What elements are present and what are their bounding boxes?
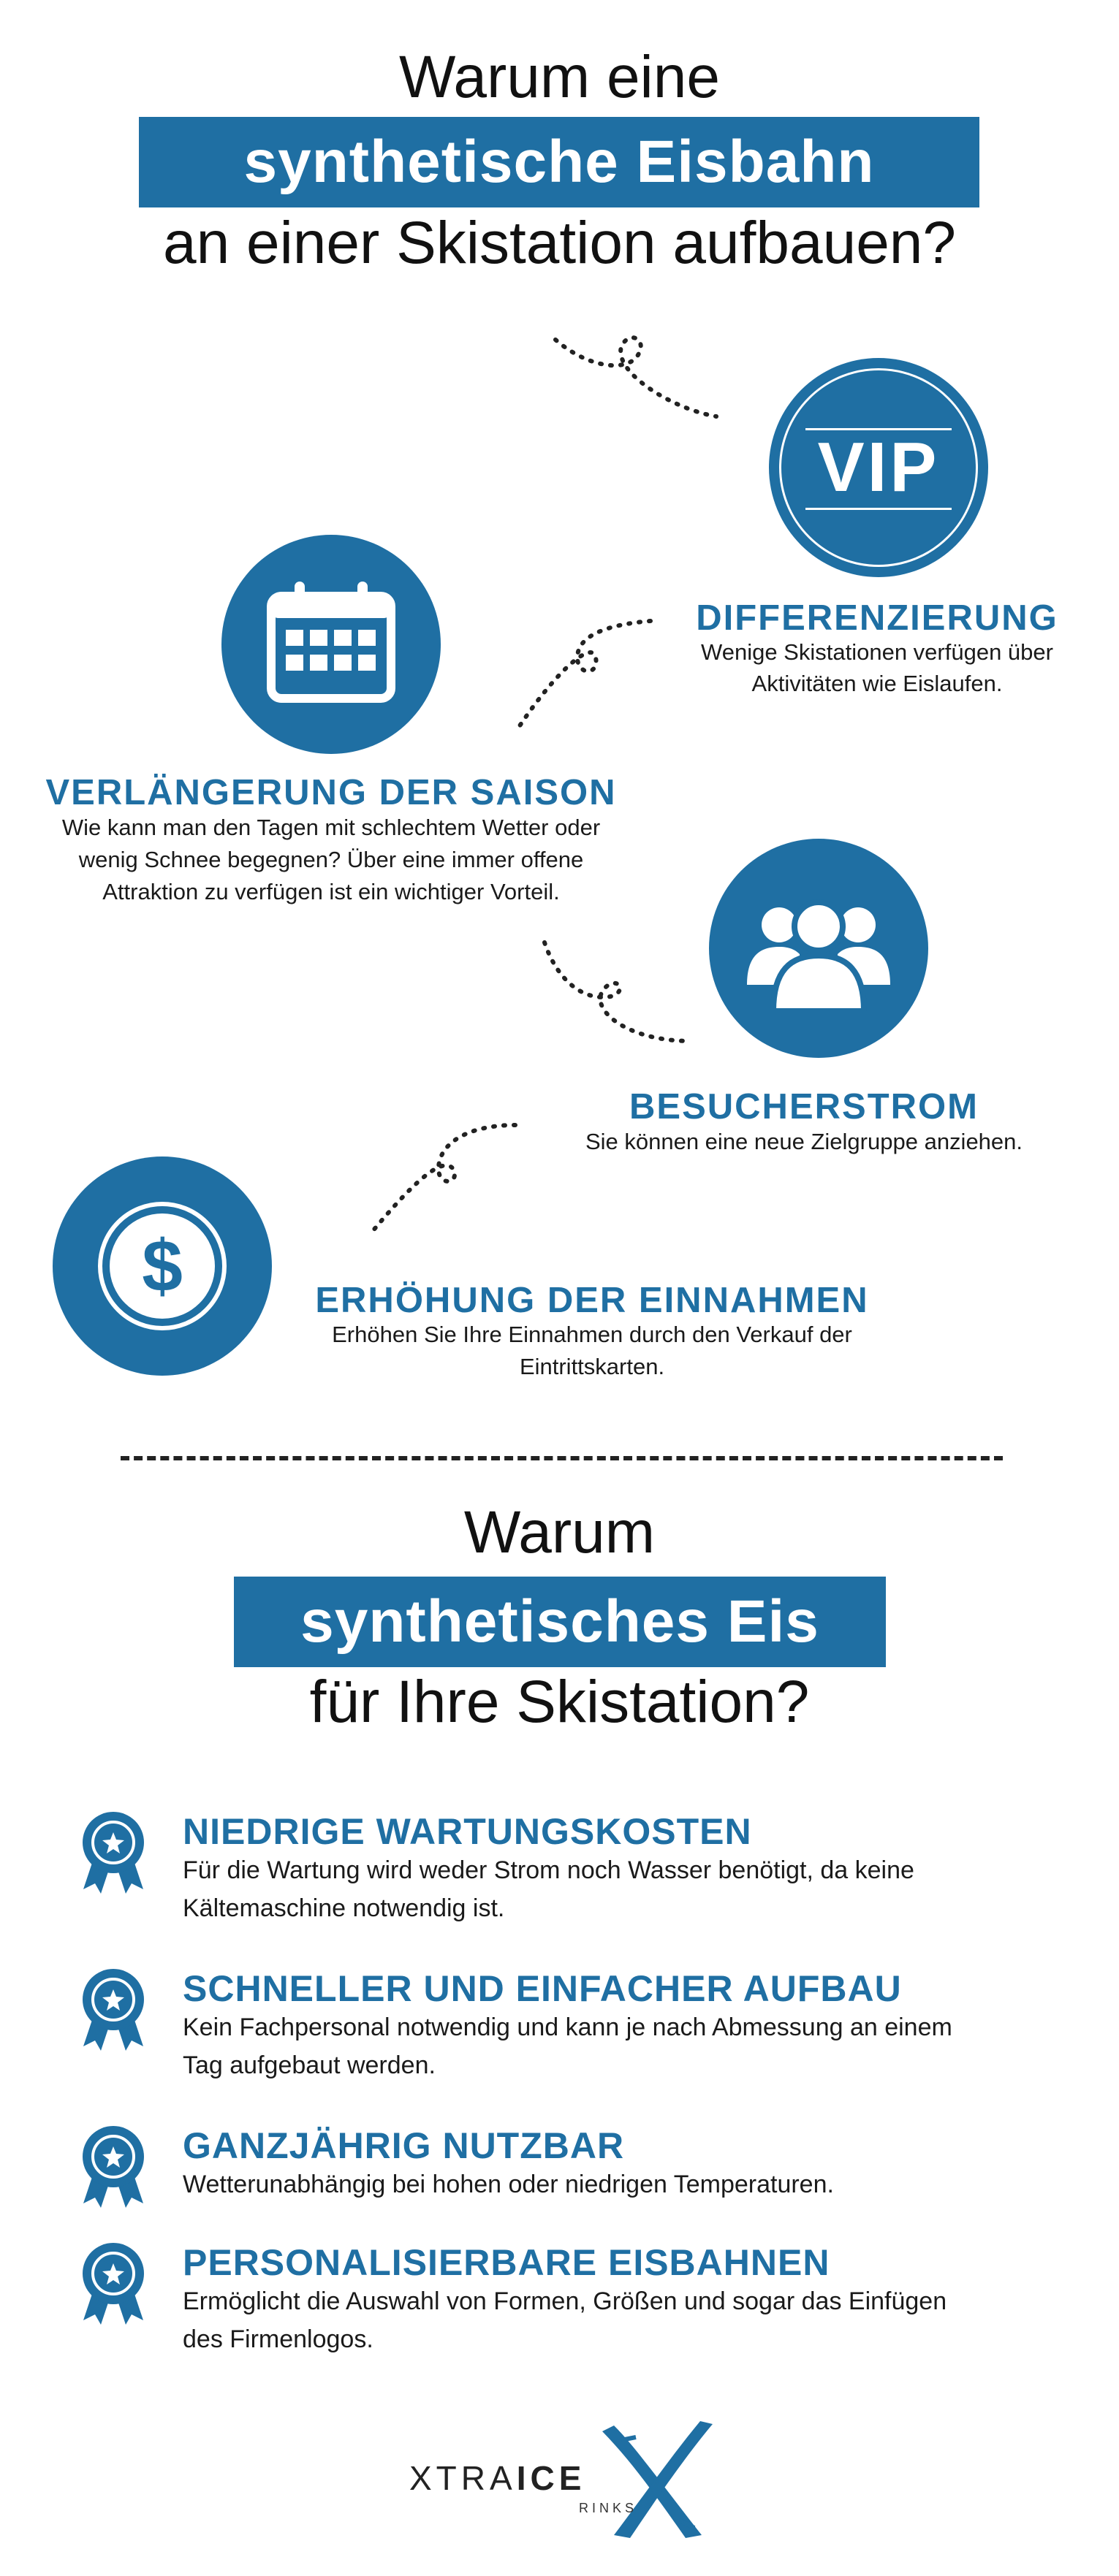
award-badge-icon xyxy=(79,2125,148,2209)
award-badge-icon xyxy=(79,2241,148,2326)
feature-saison-title: VERLÄNGERUNG DER SAISON xyxy=(45,773,617,812)
feature-einnahmen-text1: Erhöhen Sie Ihre Einnahmen durch den Verkauf der xyxy=(332,1322,852,1347)
vip-label: VIP xyxy=(817,428,940,506)
header1-line1: Warum eine xyxy=(399,44,720,110)
dotted-path-1 xyxy=(541,329,731,431)
section-divider xyxy=(121,1456,1003,1460)
logo-ice: ICE xyxy=(516,2459,586,2497)
visitors-icon xyxy=(709,839,928,1058)
benefit-4-text2: des Firmenlogos. xyxy=(183,2325,373,2353)
feature-einnahmen-title: ERHÖHUNG DER EINNAHMEN xyxy=(315,1281,869,1320)
dollar-symbol: $ xyxy=(142,1225,183,1307)
logo-rinks: RINKS xyxy=(579,2501,638,2515)
benefit-1-title: NIEDRIGE WARTUNGSKOSTEN xyxy=(183,1811,752,1852)
dollar-icon xyxy=(53,1156,272,1376)
feature-saison-text2: wenig Schnee begegnen? Über eine immer offene xyxy=(78,847,584,872)
feature-differenzierung-title: DIFFERENZIERUNG xyxy=(696,598,1058,638)
feature-besucherstrom-title: BESUCHERSTROM xyxy=(629,1087,979,1127)
header2-band: synthetisches Eis xyxy=(234,1577,886,1667)
benefit-2-title: SCHNELLER UND EINFACHER AUFBAU xyxy=(183,1968,902,2009)
feature-einnahmen-text2: Eintrittskarten. xyxy=(519,1354,665,1379)
feature-differenzierung-text2: Aktivitäten wie Eislaufen. xyxy=(751,671,1003,696)
dotted-path-3 xyxy=(534,931,702,1056)
calendar-icon xyxy=(221,535,441,754)
benefit-3-title: GANZJÄHRIG NUTZBAR xyxy=(183,2125,625,2166)
award-badge-icon xyxy=(79,1810,148,1895)
benefit-1-text1: Für die Wartung wird weder Strom noch Wasser benötigt, da keine xyxy=(183,1856,914,1884)
benefit-1-text2: Kältemaschine notwendig ist. xyxy=(183,1894,505,1922)
vip-icon xyxy=(769,358,988,577)
header1-band: synthetische Eisbahn xyxy=(139,117,979,207)
feature-saison-text3: Attraktion zu verfügen ist ein wichtiger Vorteil. xyxy=(102,879,560,904)
feature-differenzierung-text1: Wenige Skistationen verfügen über xyxy=(701,639,1053,665)
feature-saison-text1: Wie kann man den Tagen mit schlechtem Wetter oder xyxy=(61,815,601,840)
logo-xtra: XTRA xyxy=(409,2459,517,2497)
benefit-2-text1: Kein Fachpersonal notwendig und kann je nach Abmessung an einem xyxy=(183,2013,952,2041)
header1-line3: an einer Skistation aufbauen? xyxy=(162,210,957,276)
benefit-4-title: PERSONALISIERBARE EISBAHNEN xyxy=(183,2242,830,2283)
dotted-path-2 xyxy=(504,606,665,745)
benefit-3-text1: Wetterunabhängig bei hohen oder niedrigen Temperaturen. xyxy=(183,2171,834,2198)
header2-line3: für Ihre Skistation? xyxy=(309,1669,810,1735)
header2-line1: Warum xyxy=(463,1499,656,1566)
dotted-path-4 xyxy=(358,1114,526,1238)
benefit-4-text1: Ermöglicht die Auswahl von Formen, Größen und sogar das Einfügen xyxy=(183,2287,947,2315)
award-badge-icon xyxy=(79,1967,148,2052)
feature-besucherstrom-text1: Sie können eine neue Zielgruppe anziehen. xyxy=(585,1129,1023,1154)
xtraice-logo xyxy=(409,2418,724,2542)
benefit-2-text2: Tag aufgebaut werden. xyxy=(183,2051,436,2079)
x-brush-icon xyxy=(592,2418,724,2542)
